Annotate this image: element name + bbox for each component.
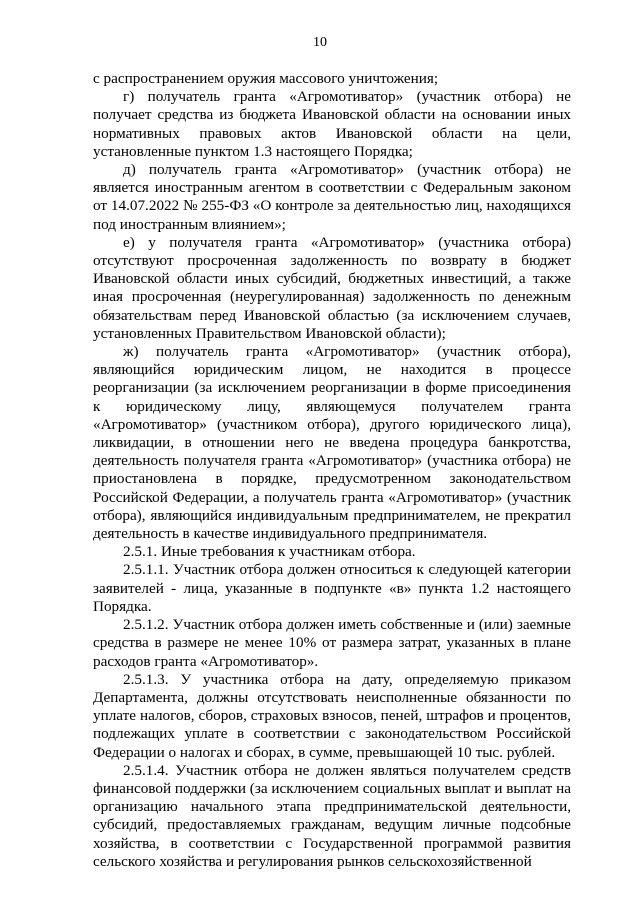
paragraph-item-zh: ж) получатель гранта «Агромотиватор» (участник отбора), являющийся юридическим лицом, не находится в процессе реорганизации (за исключением реорганизации в форме присоединения к юридическому лицу, являющемуся получателем гранта «Агромотиватор» (участником отбора), другого юридического лица), ликвидации, в отношении него не введена процедура банкротства, деятельность получателя гранта «Агромотиватор» (участника отбора) не приостановлена в порядке, предусмотренном законодательством Российской Федерации, а получатель гранта «Агромотиватор» (участник отбора), являющийся индивидуальным предпринимателем, не прекратил деятельность в качестве индивидуального предпринимателя. (93, 343, 571, 543)
paragraph-item-d: д) получатель гранта «Агромотиватор» (участник отбора) не является иностранным агентом в соответствии с Федеральным законом от 14.07.2022 № 255-ФЗ «О контроле за деятельностью лиц, находящихся под иностранным влиянием»; (93, 161, 571, 233)
paragraph-2-5-1-3: 2.5.1.3. У участника отбора на дату, определяемую приказом Департамента, должны отсутствовать неисполненные обязанности по уплате налогов, сборов, страховых взносов, пеней, штрафов и процентов, подлежащих уплате в соответствии с законодательством Российской Федерации о налогах и сборах, в сумме, превышающей 10 тыс. рублей. (93, 670, 571, 761)
paragraph-continuation: с распространением оружия массового уничтожения; (93, 70, 439, 87)
paragraph-2-5-1-4: 2.5.1.4. Участник отбора не должен являться получателем средств финансовой поддержки (за исключением социальных выплат и выплат на организацию начального этапа предпринимательской деятельности, субсидий, предоставляемых гражданам, ведущим личные подсобные хозяйства, в соответствии с Государственной программой развития сельского хозяйства и регулирования рынков сельскохозяйственной (93, 761, 571, 870)
document-body (93, 70, 571, 871)
page-number: 10 (313, 35, 327, 50)
paragraph-2-5-1: 2.5.1. Иные требования к участникам отбора. (123, 543, 416, 561)
paragraph-item-e: е) у получателя гранта «Агромотиватор» (участника отбора) отсутствуют просроченная задолженность по возврату в бюджет Ивановской области иных субсидий, бюджетных инвестиций, а также иная просроченная (неурегулированная) задолженность по денежным обязательствам перед Ивановской областью (за исключением случаев, установленных Правительством Ивановской области); (93, 233, 571, 342)
paragraph-2-5-1-1: 2.5.1.1. Участник отбора должен относиться к следующей категории заявителей - лица, указанные в подпункте «в» пункта 1.2 настоящего Порядка. (93, 561, 571, 615)
paragraph-2-5-1-2: 2.5.1.2. Участник отбора должен иметь собственные и (или) заемные средства в размере не менее 10% от размера затрат, указанных в плане расходов гранта «Агромотиватор». (93, 616, 571, 670)
paragraph-item-g: г) получатель гранта «Агромотиватор» (участник отбора) не получает средства из бюджета Ивановской области на основании иных нормативных правовых актов Ивановской области на цели, установленные пунктом 1.3 настоящего Порядка; (93, 88, 571, 160)
